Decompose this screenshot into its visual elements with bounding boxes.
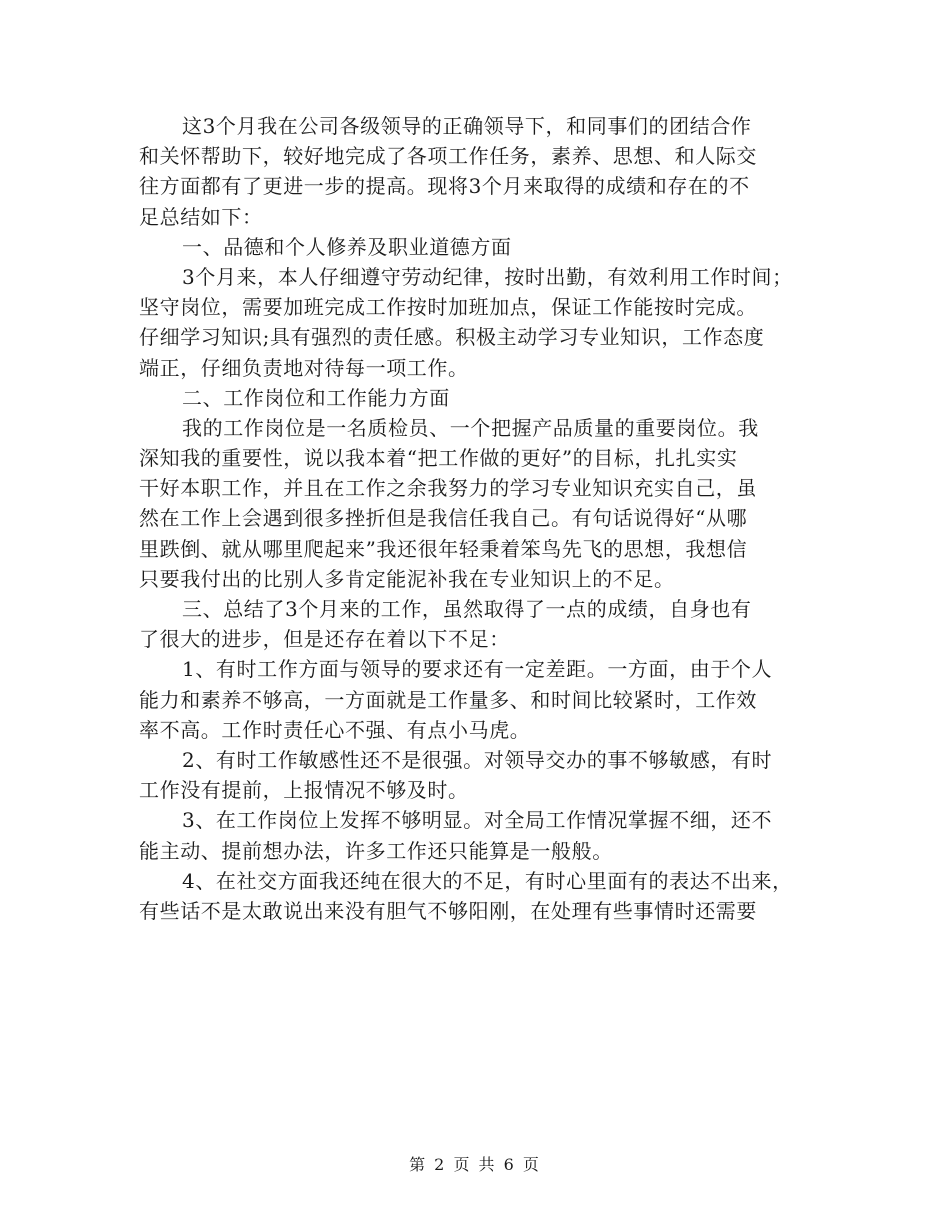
text-line: 和关怀帮助下，较好地完成了各项工作任务，素养、思想、和人际交 [139,144,757,169]
text-line: 坚守岗位，需要加班完成工作按时加班加点，保证工作能按时完成。 [139,295,757,320]
text-line: 1、有时工作方面与领导的要求还有一定差距。一方面，由于个人 [182,657,773,682]
text-line: 然在工作上会遇到很多挫折但是我信任我自己。有句话说得好“从哪 [139,506,748,531]
text-line: 二、工作岗位和工作能力方面 [182,385,450,410]
text-line: 3个月来，本人仔细遵守劳动纪律，按时出勤，有效利用工作时间； [182,264,793,289]
text-line: 仔细学习知识;具有强烈的责任感。积极主动学习专业知识，工作态度 [139,325,765,350]
text-line: 这3个月我在公司各级领导的正确领导下，和同事们的团结合作 [182,114,752,138]
text-line: 有些话不是太敢说出来没有胆气不够阳刚，在处理有些事情时还需要 [139,898,757,923]
text-line: 里跌倒、就从哪里爬起来”我还很年轻秉着笨鸟先飞的思想，我想信 [139,536,748,561]
text-line: 端正，仔细负责地对待每一项工作。 [139,355,469,380]
text-line: 4、在社交方面我还纯在很大的不足，有时心里面有的表达不出来， [182,868,793,893]
text-line: 足总结如下： [139,204,263,229]
text-line: 往方面都有了更进一步的提高。现将3个月来取得的成绩和存在的不 [139,174,750,199]
text-line: 能力和素养不够高，一方面就是工作量多、和时间比较紧时，工作效 [139,687,757,712]
text-line: 深知我的重要性，说以我本着“把工作做的更好”的目标，扎扎实实 [139,446,738,471]
text-line: 只要我付出的比别人多肯定能泥补我在专业知识上的不足。 [139,566,675,591]
text-line: 了很大的进步，但是还存在着以下不足： [139,627,510,652]
text-line: 工作没有提前，上报情况不够及时。 [139,778,469,803]
text-line: 三、总结了3个月来的工作，虽然取得了一点的成绩，自身也有 [182,597,752,621]
text-line: 干好本职工作，并且在工作之余我努力的学习专业知识充实自己，虽 [139,476,757,501]
document-body [139,111,819,926]
text-line: 一、品德和个人修养及职业道德方面 [182,234,512,259]
text-line: 我的工作岗位是一名质检员、一个把握产品质量的重要岗位。我 [182,415,759,440]
text-line: 能主动、提前想办法，许多工作还只能算是一般般。 [139,838,613,863]
page-footer: 第 2 页 共 6 页 [409,1155,541,1174]
text-line: 率不高。工作时责任心不强、有点小马虎。 [139,717,531,742]
text-line: 2、有时工作敏感性还不是很强。对领导交办的事不够敏感，有时 [182,747,773,772]
text-line: 3、在工作岗位上发挥不够明显。对全局工作情况掌握不细，还不 [182,808,773,833]
